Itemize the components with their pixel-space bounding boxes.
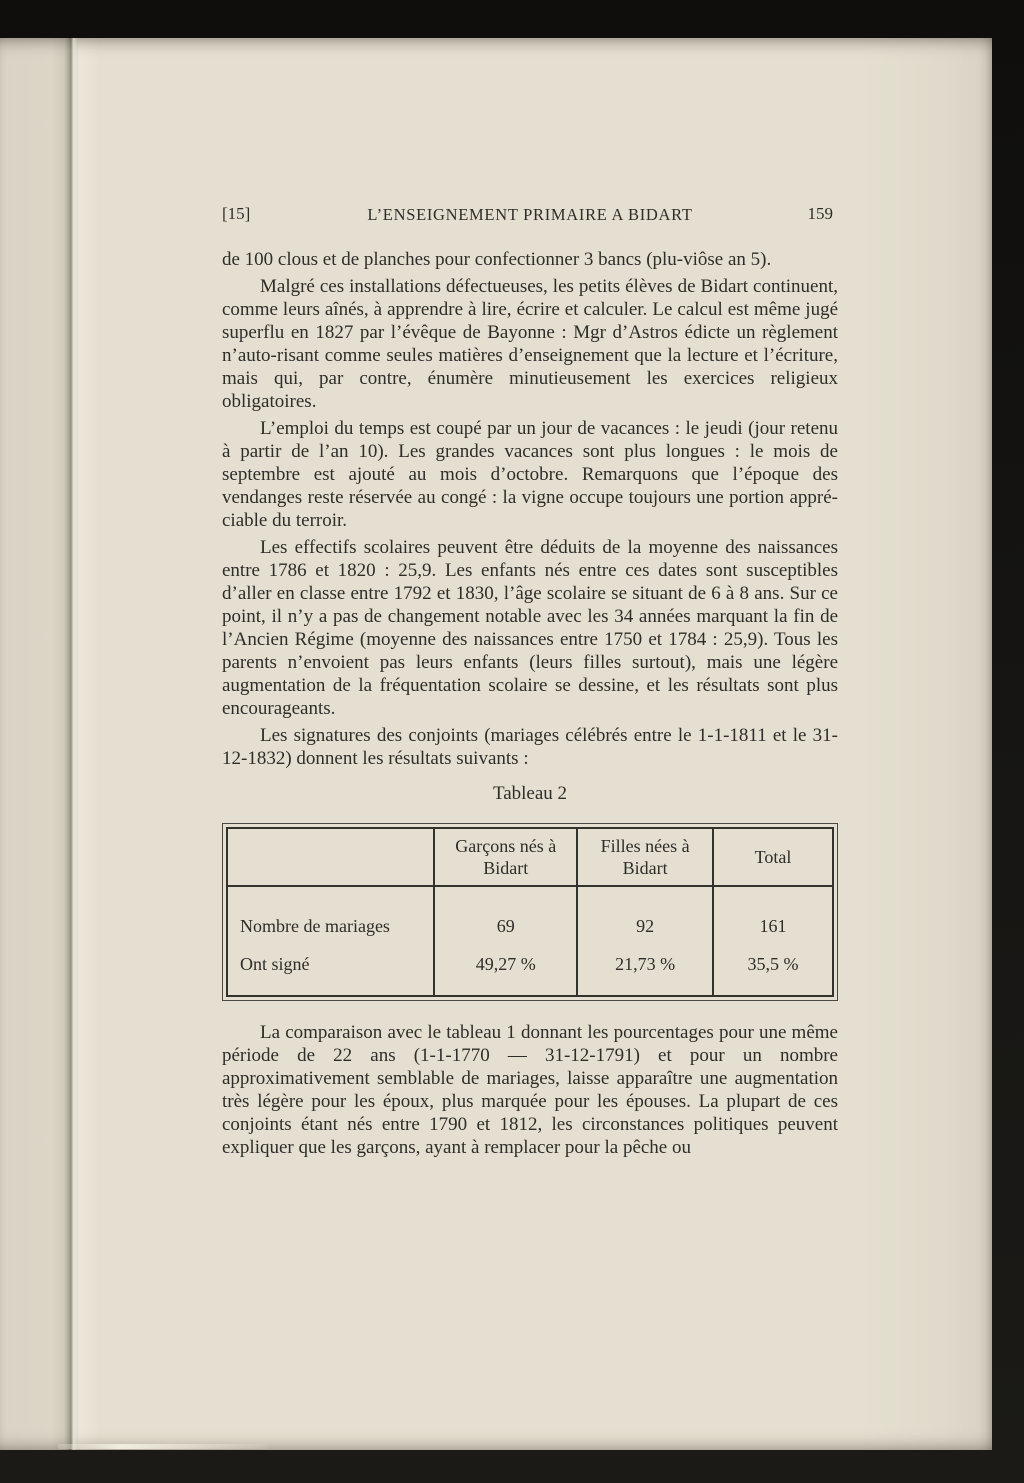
running-title: L’ENSEIGNEMENT PRIMAIRE A BIDART xyxy=(367,205,693,224)
paragraph-2: Malgré ces installations défectueuses, les petits élèves de Bidart continuent, comme leurs aînés, à apprendre à lire, écrire et calculer. Le calcul est même jugé superflu en 1827 par l’évêque de Bayonne : Mgr d’Astros édicte un règlement n’auto-risant comme seules matières d’enseignement que la lecture et l’écriture, mais qui, par contre, énumère minutieusement les exercices religieux obligatoires. xyxy=(222,276,838,412)
paragraph-6: La comparaison avec le tableau 1 donnant les pourcentages pour une même période de 22 ans (1-1-1770 — 31-12-1791) et pour un nombre approximativement semblable de mariages, laisse apparaître une augmentation très légère pour les époux, plus marquée pour les épouses. La plupart de ces conjoints étant nés entre 1790 et 1812, les circonstances politiques peuvent expliquer que les garçons, ayant à remplacer pour la pêche ou xyxy=(222,1022,838,1158)
paragraph-5: Les signatures des conjoints (mariages célébrés entre le 1-1-1811 et le 31-12-1832) donnent les résultats suivants : xyxy=(222,725,838,769)
table-row xyxy=(227,886,833,945)
marriages-girls-value: 92 xyxy=(577,886,713,945)
table-row xyxy=(227,945,833,996)
table-header-boys: Garçons nés à Bidart xyxy=(434,828,577,886)
table-caption: Tableau 2 xyxy=(492,783,568,804)
paragraph-3: L’emploi du temps est coupé par un jour de vacances : le jeudi (jour retenu à partir de l’an 10). Les grandes vacances sont plus longues : le mois de septembre est ajouté au mois d’octobre. Remarquons que l’époque des vendanges reste réservée au congé : la vigne occupe toujours une portion appré-ciable du terroir. xyxy=(222,418,838,531)
marriages-total-value: 161 xyxy=(713,886,833,945)
page-number: 159 xyxy=(807,204,833,223)
row-label-signed: Ont signé xyxy=(240,953,310,974)
table-header-row xyxy=(227,828,833,886)
running-header xyxy=(222,202,838,226)
page-edge-highlight xyxy=(58,1444,268,1449)
signed-total-value: 35,5 % xyxy=(713,945,833,996)
table-header-empty xyxy=(227,828,434,886)
statistics-table xyxy=(222,823,838,1001)
paragraph-1: de 100 clous et de planches pour confectionner 3 bancs (plu-viôse an 5). xyxy=(222,249,772,270)
signed-girls-value: 21,73 % xyxy=(577,945,713,996)
table-header-total: Total xyxy=(713,828,833,886)
page-fold-crease xyxy=(64,38,78,1450)
signed-boys-value: 49,27 % xyxy=(434,945,577,996)
book-page xyxy=(0,38,992,1450)
paragraph-4: Les effectifs scolaires peuvent être déduits de la moyenne des naissances entre 1786 et 1820 : 25,9. Les enfants nés entre ces dates sont susceptibles d’aller en classe entre 1792 et 1830, l’âge scolaire se situant de 6 à 8 ans. Sur ce point, il n’y a pas de changement notable avec les 34 années marquant la fin de l’Ancien Régime (moyenne des naissances entre 1750 et 1784 : 25,9). Tous les parents n’envoient pas leurs enfants (leurs filles surtout), mais une légère augmentation de la fréquentation scolaire se dessine, et les résultats sont plus encourageants. xyxy=(222,537,838,719)
marriages-boys-value: 69 xyxy=(434,886,577,945)
row-label-marriages: Nombre de mariages xyxy=(240,915,390,936)
table-header-girls: Filles nées à Bidart xyxy=(577,828,713,886)
margin-reference: [15] xyxy=(222,204,251,223)
text-column xyxy=(222,202,838,1163)
